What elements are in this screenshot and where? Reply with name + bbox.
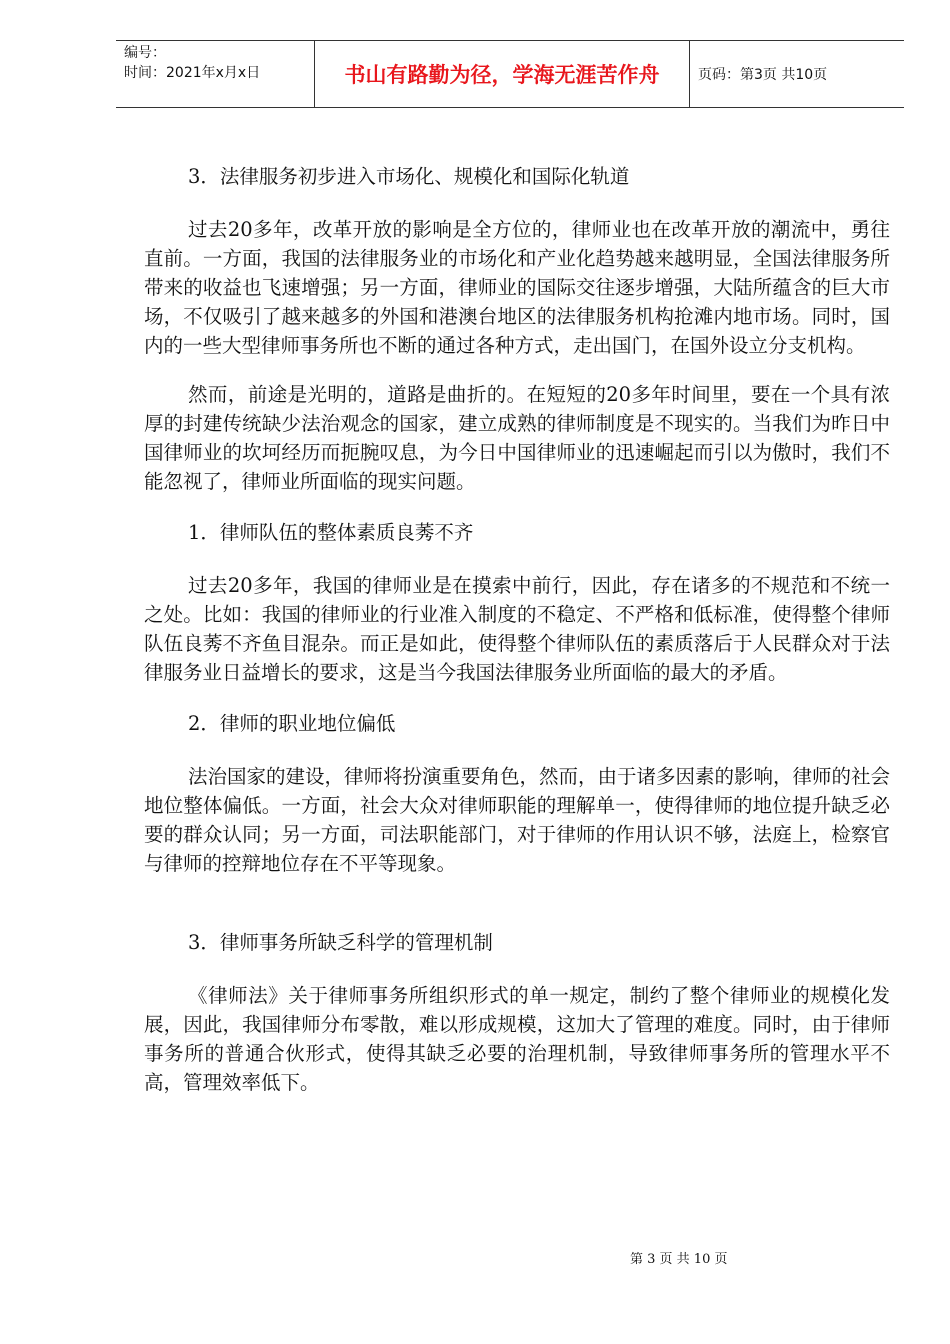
section-heading: 1．律师队伍的整体素质良莠不齐	[188, 521, 474, 544]
header-page-info: 页码：第3页 共10页	[698, 67, 828, 83]
page-footer-number: 第 3 页 共 10 页	[630, 1252, 728, 1267]
paragraph: 然而，前途是光明的，道路是曲折的。在短短的20多年时间里，要在一个具有浓厚的封建传统缺少法治观念的国家，建立成熟的律师制度是不现实的。当我们为昨日中国律师业的坎坷经历而扼腕叹息，为今日中国律师业的迅速崛起而引以为傲时，我们不能忽视了，律师业所面临的现实问题。	[144, 383, 890, 493]
header-motto: 书山有路勤为径，学海无涯苦作舟	[314, 41, 690, 107]
paragraph: 过去20多年，我国的律师业是在摸索中前行，因此，存在诸多的不规范和不统一之处。比如：我国的律师业的行业准入制度的不稳定、不严格和低标准，使得整个律师队伍良莠不齐鱼目混杂。而正是如此，使得整个律师队伍的素质落后于人民群众对于法律服务业日益增长的要求，这是当今我国法律服务业所面临的最大的矛盾。	[144, 574, 890, 684]
paragraph: 法治国家的建设，律师将扮演重要角色，然而，由于诸多因素的影响，律师的社会地位整体偏低。一方面，社会大众对律师职能的理解单一，使得律师的地位提升缺乏必要的群众认同；另一方面，司法职能部门，对于律师的作用认识不够，法庭上，检察官与律师的控辩地位存在不平等现象。	[144, 765, 891, 875]
section-heading: 3．法律服务初步进入市场化、规模化和国际化轨道	[188, 165, 630, 188]
page-header	[116, 40, 904, 108]
section-heading: 2．律师的职业地位偏低	[188, 712, 396, 735]
section-heading: 3．律师事务所缺乏科学的管理机制	[188, 931, 493, 954]
paragraph: 《律师法》关于律师事务所组织形式的单一规定，制约了整个律师业的规模化发展，因此，我国律师分布零散，难以形成规模，这加大了管理的难度。同时，由于律师事务所的普通合伙形式，使得其缺乏必要的治理机制，导致律师事务所的管理水平不高，管理效率低下。	[144, 984, 890, 1094]
header-number-label: 编号：	[124, 45, 166, 61]
document-body	[144, 162, 890, 1097]
paragraph: 过去20多年，改革开放的影响是全方位的，律师业也在改革开放的潮流中，勇往直前。一方面，我国的法律服务业的市场化和产业化趋势越来越明显，全国法律服务所带来的收益也飞速增强；另一方面，律师业的国际交往逐步增强，大陆所蕴含的巨大市场，不仅吸引了越来越多的外国和港澳台地区的法律服务机构抢滩内地市场。同时，国内的一些大型律师事务所也不断的通过各种方式，走出国门，在国外设立分支机构。	[144, 218, 890, 357]
header-left-cell	[124, 41, 314, 109]
header-time-label: 时间：2021年x月x日	[124, 65, 261, 81]
